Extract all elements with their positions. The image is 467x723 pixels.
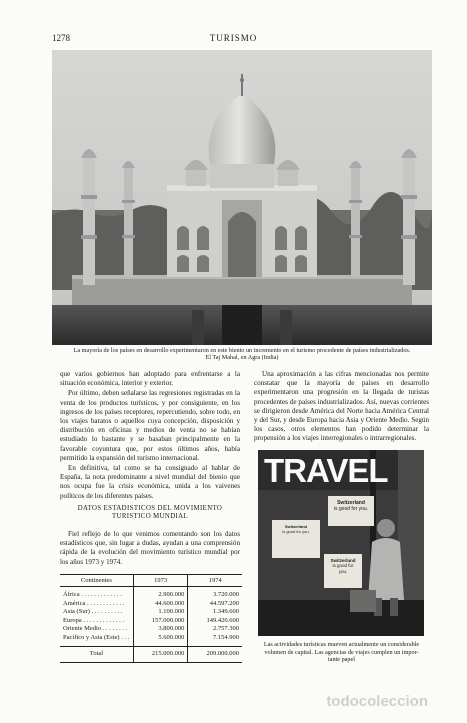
- value-1973: 5.600.000: [133, 634, 188, 643]
- poster-text: is good for you.: [333, 506, 369, 512]
- paragraph: Una aproximación a las cifras mencionadas nos permite constatar que la mayoría de países en desarrollo experimentaron una progresión en la llegada de turistas procedentes de países industrializados. Así, nuevas corrientes se dirigieron desde América del Norte hacia América Central y del Sur, y desde Europa hacia Asia y Oriente Medio. Según los casos, otros elementos han podido determinar la propensión a los viajes interregionales o intrarregionales.: [254, 370, 429, 443]
- page-number: 1278: [52, 33, 70, 43]
- taj-mahal-photo: [52, 50, 432, 345]
- total-1974: 209.000.000: [188, 647, 242, 663]
- ad-caption-line2: volumen de capital. Las agencias de viajes cumplen un impor-: [264, 648, 419, 656]
- tourism-stats-table: [60, 574, 242, 663]
- column-header: 1974: [188, 575, 242, 587]
- watermark: todocoleccion: [326, 693, 428, 710]
- stats-intro: [60, 530, 240, 567]
- poster-text: is good for: [332, 563, 354, 569]
- column-header: 1973: [133, 575, 188, 587]
- poster-switzerland-2: [272, 520, 320, 558]
- running-title: TURISMO: [209, 33, 258, 43]
- section-heading-line1: DATOS ESTADISTICOS DEL MOVIMIENTO: [77, 505, 223, 512]
- table-header-row: [60, 575, 242, 587]
- table-total-row: [60, 647, 242, 663]
- value-1974: 44.597.200: [188, 600, 242, 609]
- region-cell: Oriente Medio . . . . . . . .: [63, 625, 128, 632]
- travel-sign: TRAVEL: [264, 452, 388, 489]
- travel-agency-photo: [258, 450, 424, 636]
- poster-text: Switzerland: [284, 524, 308, 529]
- poster-switzerland-1: [328, 496, 374, 526]
- value-1973: 44.600.000: [133, 600, 188, 609]
- region-cell: Europa . . . . . . . . . . . . .: [63, 616, 125, 624]
- value-1974: 3.720.000: [188, 591, 242, 600]
- poster-text: is good for you.: [282, 529, 310, 534]
- value-1973: 157.000.000: [133, 617, 188, 626]
- table-row: [60, 625, 242, 634]
- poster-text: Switzerland: [330, 558, 356, 563]
- region-cell: América . . . . . . . . . . . .: [63, 599, 125, 607]
- section-heading-line2: TURISTICO MUNDIAL: [111, 513, 189, 521]
- poster-text: you.: [338, 568, 348, 574]
- ad-photo-caption: [254, 641, 429, 664]
- table-row: [60, 600, 242, 609]
- taj-mahal-illustration: [52, 50, 432, 345]
- value-1974: 149.420.600: [188, 617, 242, 626]
- value-1973: 1.100.000: [133, 608, 188, 617]
- poster-switzerland-3: [324, 554, 362, 588]
- region-cell: Asia (Sur) . . . . . . . . . .: [63, 608, 123, 615]
- right-column-text: [254, 370, 429, 444]
- paragraph: Por último, deben señalarse las regresiones registradas en la venta de los productos turísticos, y por consiguiente, en los ingresos de los países receptores, repercutiendo, sobre todo, en los viajes baratos o aquellos cuya concepción, disposición y distribución en oficinas y medios de venta no se habían estudiado lo bastante y se basaban principalmente en la favorable coyuntura que, por estos últimos años, había permitido la expansión del turismo internacional.: [60, 389, 240, 462]
- total-label: Total: [60, 647, 133, 663]
- table-row: [60, 608, 242, 617]
- section-heading: [60, 505, 240, 522]
- value-1973: 3.800.000: [133, 625, 188, 634]
- column-header: Continentes: [60, 575, 133, 587]
- paragraph: que varios gobiernos han adoptado para enfrentarse a la situación económica, interior y exterior.: [60, 370, 240, 388]
- value-1973: 2.900.000: [133, 591, 188, 600]
- value-1974: 2.757.300: [188, 625, 242, 634]
- table-row: [60, 617, 242, 626]
- ad-caption-line3: tante papel: [328, 656, 355, 664]
- photo-caption-line2: El Taj Mahal, en Agra (India): [205, 354, 279, 362]
- table-row: [60, 634, 242, 643]
- region-cell: Pacífico y Asia (Este) . . .: [63, 633, 130, 641]
- photo-caption-line1: La mayoría de los países en desarrollo experimentaron en este bienio un incremento en el turismo procedente de países industrializados.: [73, 347, 411, 354]
- photo-caption: [52, 347, 432, 362]
- value-1974: 7.154.900: [188, 634, 242, 643]
- paragraph: En definitiva, tal como se ha consignado al hablar de España, la nota predominante a nivel mundial del bienio que nos ocupa fue la crisis económica, unida a los vaivenes políticos de los diferentes países.: [60, 464, 240, 500]
- poster-text: Switzerland: [337, 500, 365, 506]
- paragraph: Fiel reflejo de lo que venimos comentando son los datos estadísticos que, sin lugar a dudas, ayudan a una comprensión rápida de la evolución del movimiento turístico mundial por los años 1973 y 1974.: [60, 530, 240, 566]
- ad-caption-line1: Las actividades turísticas mueven actualmente un considerable: [263, 641, 420, 648]
- region-cell: África . . . . . . . . . . . . .: [63, 591, 122, 598]
- value-1974: 1.349.600: [188, 608, 242, 617]
- left-column-text: [60, 370, 240, 501]
- table-row: [60, 591, 242, 600]
- total-1973: 215.000.000: [133, 647, 188, 663]
